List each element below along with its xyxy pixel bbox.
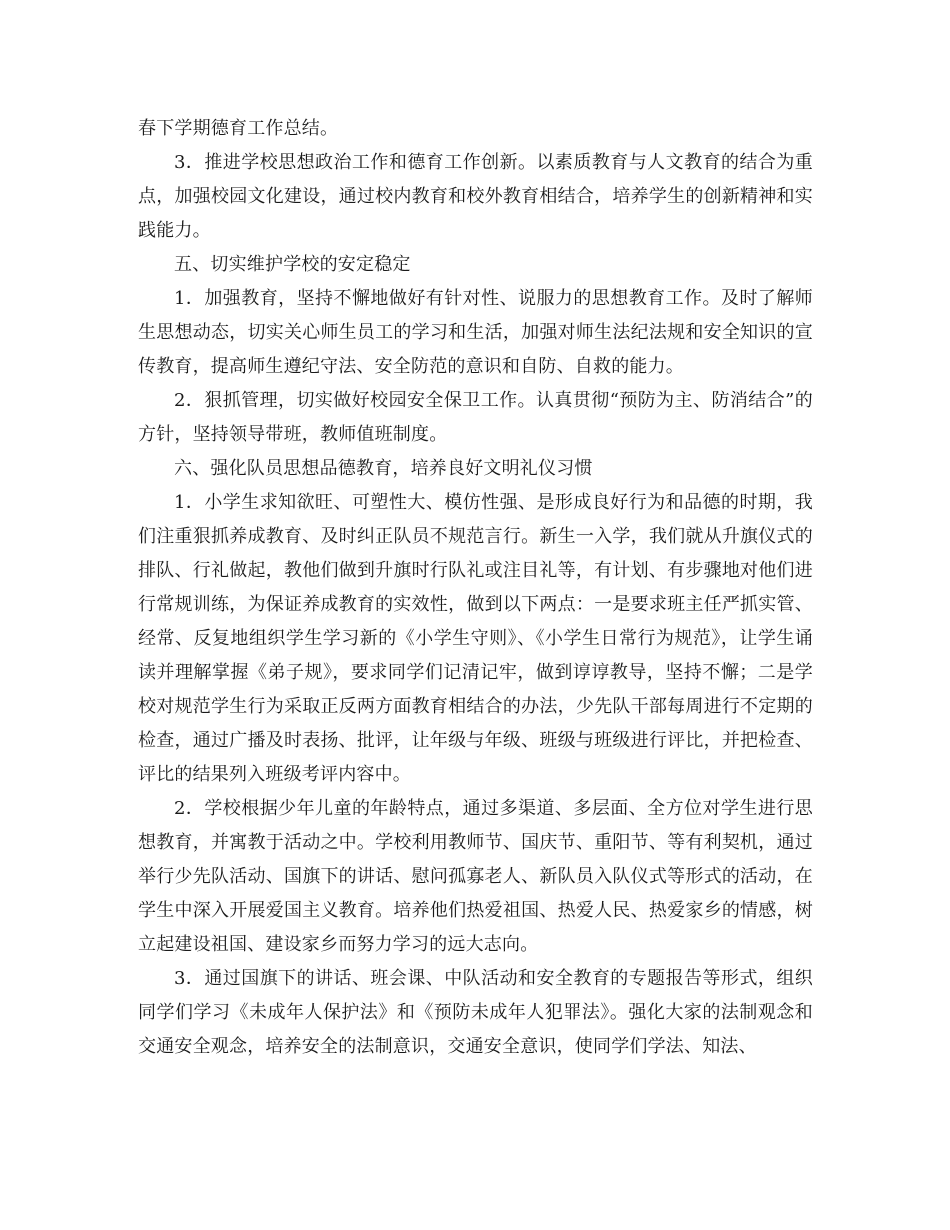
paragraph-item-3-law: 3．通过国旗下的讲话、班会课、中队活动和安全教育的专题报告等形式，组织同学们学习《未成年人保护法》和《预防未成年人犯罪法》。强化大家的法制观念和交通安全观念，培养安全的法制意识，交通安全意识，使同学们学法、知法、 bbox=[138, 968, 813, 1057]
paragraph-item-1-education: 1．加强教育，坚持不懈地做好有针对性、说服力的思想教育工作。及时了解师生思想动态，切实关心师生员工的学习和生活，加强对师生法纪法规和安全知识的宣传教育，提高师生遵纪守法、安全防范的意识和自防、自救的能力。 bbox=[138, 288, 813, 377]
section-heading-6: 六、强化队员思想品德教育，培养良好文明礼仪习惯 bbox=[174, 458, 593, 479]
paragraph-item-2-activities: 2．学校根据少年儿童的年龄特点，通过多渠道、多层面、全方位对学生进行思想教育，并寓教于活动之中。学校利用教师节、国庆节、重阳节、等有利契机，通过举行少先队活动、国旗下的讲话、慰问孤寡老人、新队员入队仪式等形式的活动，在学生中深入开展爱国主义教育。培养他们热爱祖国、热爱人民、热爱家乡的情感，树立起建设祖国、建设家乡而努力学习的远大志向。 bbox=[138, 798, 813, 955]
paragraph-item-3-innovation: 3．推进学校思想政治工作和德育工作创新。以素质教育与人文教育的结合为重点，加强校园文化建设，通过校内教育和校外教育相结合，培养学生的创新精神和实践能力。 bbox=[138, 152, 813, 241]
document-page bbox=[138, 112, 813, 1064]
paragraph-item-1-habits: 1．小学生求知欲旺、可塑性大、模仿性强、是形成良好行为和品德的时期，我们注重狠抓养成教育、及时纠正队员不规范言行。新生一入学，我们就从升旗仪式的排队、行礼做起，教他们做到升旗时行队礼或注目礼等，有计划、有步骤地对他们进行常规训练，为保证养成教育的实效性，做到以下两点：一是要求班主任严抓实管、经常、反复地组织学生学习新的《小学生守则》、《小学生日常行为规范》，让学生诵读并理解掌握《弟子规》，要求同学们记清记牢，做到谆谆教导，坚持不懈；二是学校对规范学生行为采取正反两方面教育相结合的办法，少先队干部每周进行不定期的检查，通过广播及时表扬、批评，让年级与年级、班级与班级进行评比，并把检查、评比的结果列入班级考评内容中。 bbox=[138, 492, 813, 785]
paragraph-item-2-management: 2．狠抓管理，切实做好校园安全保卫工作。认真贯彻“预防为主、防消结合”的方针，坚持领导带班，教师值班制度。 bbox=[138, 390, 813, 445]
section-heading-5: 五、切实维护学校的安定稳定 bbox=[174, 254, 411, 275]
paragraph-continuation: 春下学期德育工作总结。 bbox=[138, 118, 339, 139]
